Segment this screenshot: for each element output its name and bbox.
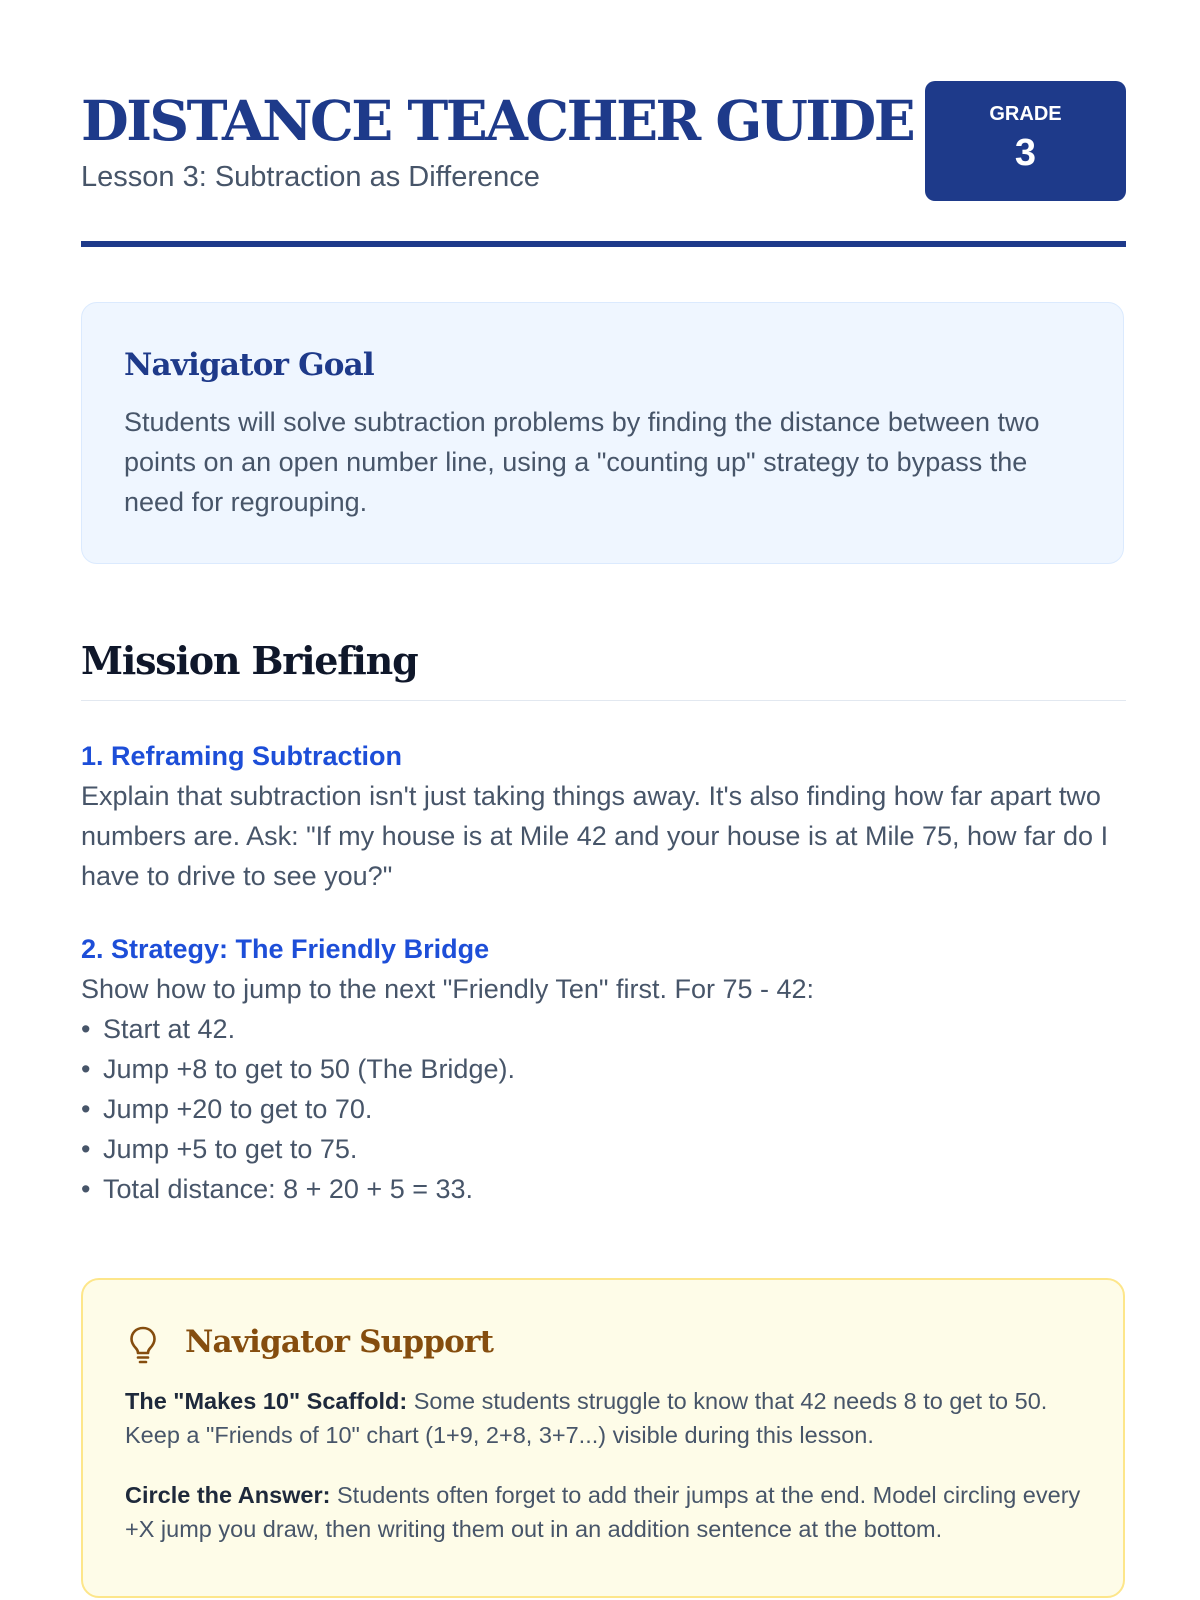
document-header — [81, 80, 1126, 200]
support-tip-text: Students often forget to add their jumps at the end. Model circling every +X jump you draw, then writing them out in an addition sentence at the bottom. — [125, 1482, 1081, 1542]
list-item: • Jump +20 to get to 70. — [81, 1094, 373, 1124]
step-1-heading: 1. Reframing Subtraction — [81, 741, 403, 771]
navigator-support-card — [81, 1278, 1125, 1598]
support-tip-label: Circle the Answer: — [125, 1482, 331, 1508]
support-tip-text: Some students struggle to know that 42 needs 8 to get to 50. Keep a "Friends of 10" chart (1+9, 2+8, 3+7...) visible during this lesson. — [125, 1388, 1048, 1448]
step-2-heading: 2. Strategy: The Friendly Bridge — [81, 934, 490, 964]
support-tip-label: The "Makes 10" Scaffold: — [125, 1388, 408, 1414]
support-title: Navigator Support — [185, 1324, 494, 1360]
mission-briefing-title: Mission Briefing — [81, 638, 418, 683]
support-tip-circle-answer — [125, 1478, 1085, 1546]
document-title: DISTANCE TEACHER GUIDE — [81, 88, 914, 153]
list-item: • Total distance: 8 + 20 + 5 = 33. — [81, 1174, 474, 1204]
list-item: • Start at 42. — [81, 1014, 236, 1044]
strategy-steps-list — [81, 1009, 515, 1209]
list-item: • Jump +5 to get to 75. — [81, 1134, 358, 1164]
header-divider — [81, 241, 1126, 247]
lesson-subtitle: Lesson 3: Subtraction as Difference — [81, 161, 540, 193]
support-tip-makes-10 — [125, 1384, 1085, 1452]
section-divider — [81, 700, 1126, 701]
step-2-text: Show how to jump to the next "Friendly Ten" first. For 75 - 42: — [81, 974, 815, 1004]
goal-title: Navigator Goal — [124, 347, 374, 383]
step-1-text: Explain that subtraction isn't just taking things away. It's also finding how far apart two numbers are. Ask: "If my house is at Mile 42 and your house is at Mile 75, how far do I have to drive to see you?" — [81, 781, 1109, 891]
lightbulb-icon — [127, 1325, 159, 1365]
goal-text: Students will solve subtraction problems by finding the distance between two points on an open number line, using a "counting up" strategy to bypass the need for regrouping. — [124, 407, 1040, 517]
list-item: • Jump +8 to get to 50 (The Bridge). — [81, 1054, 515, 1084]
navigator-goal-card — [81, 302, 1124, 564]
grade-value: 3 — [1014, 132, 1037, 174]
grade-label: GRADE — [989, 103, 1062, 125]
grade-badge — [925, 81, 1126, 201]
